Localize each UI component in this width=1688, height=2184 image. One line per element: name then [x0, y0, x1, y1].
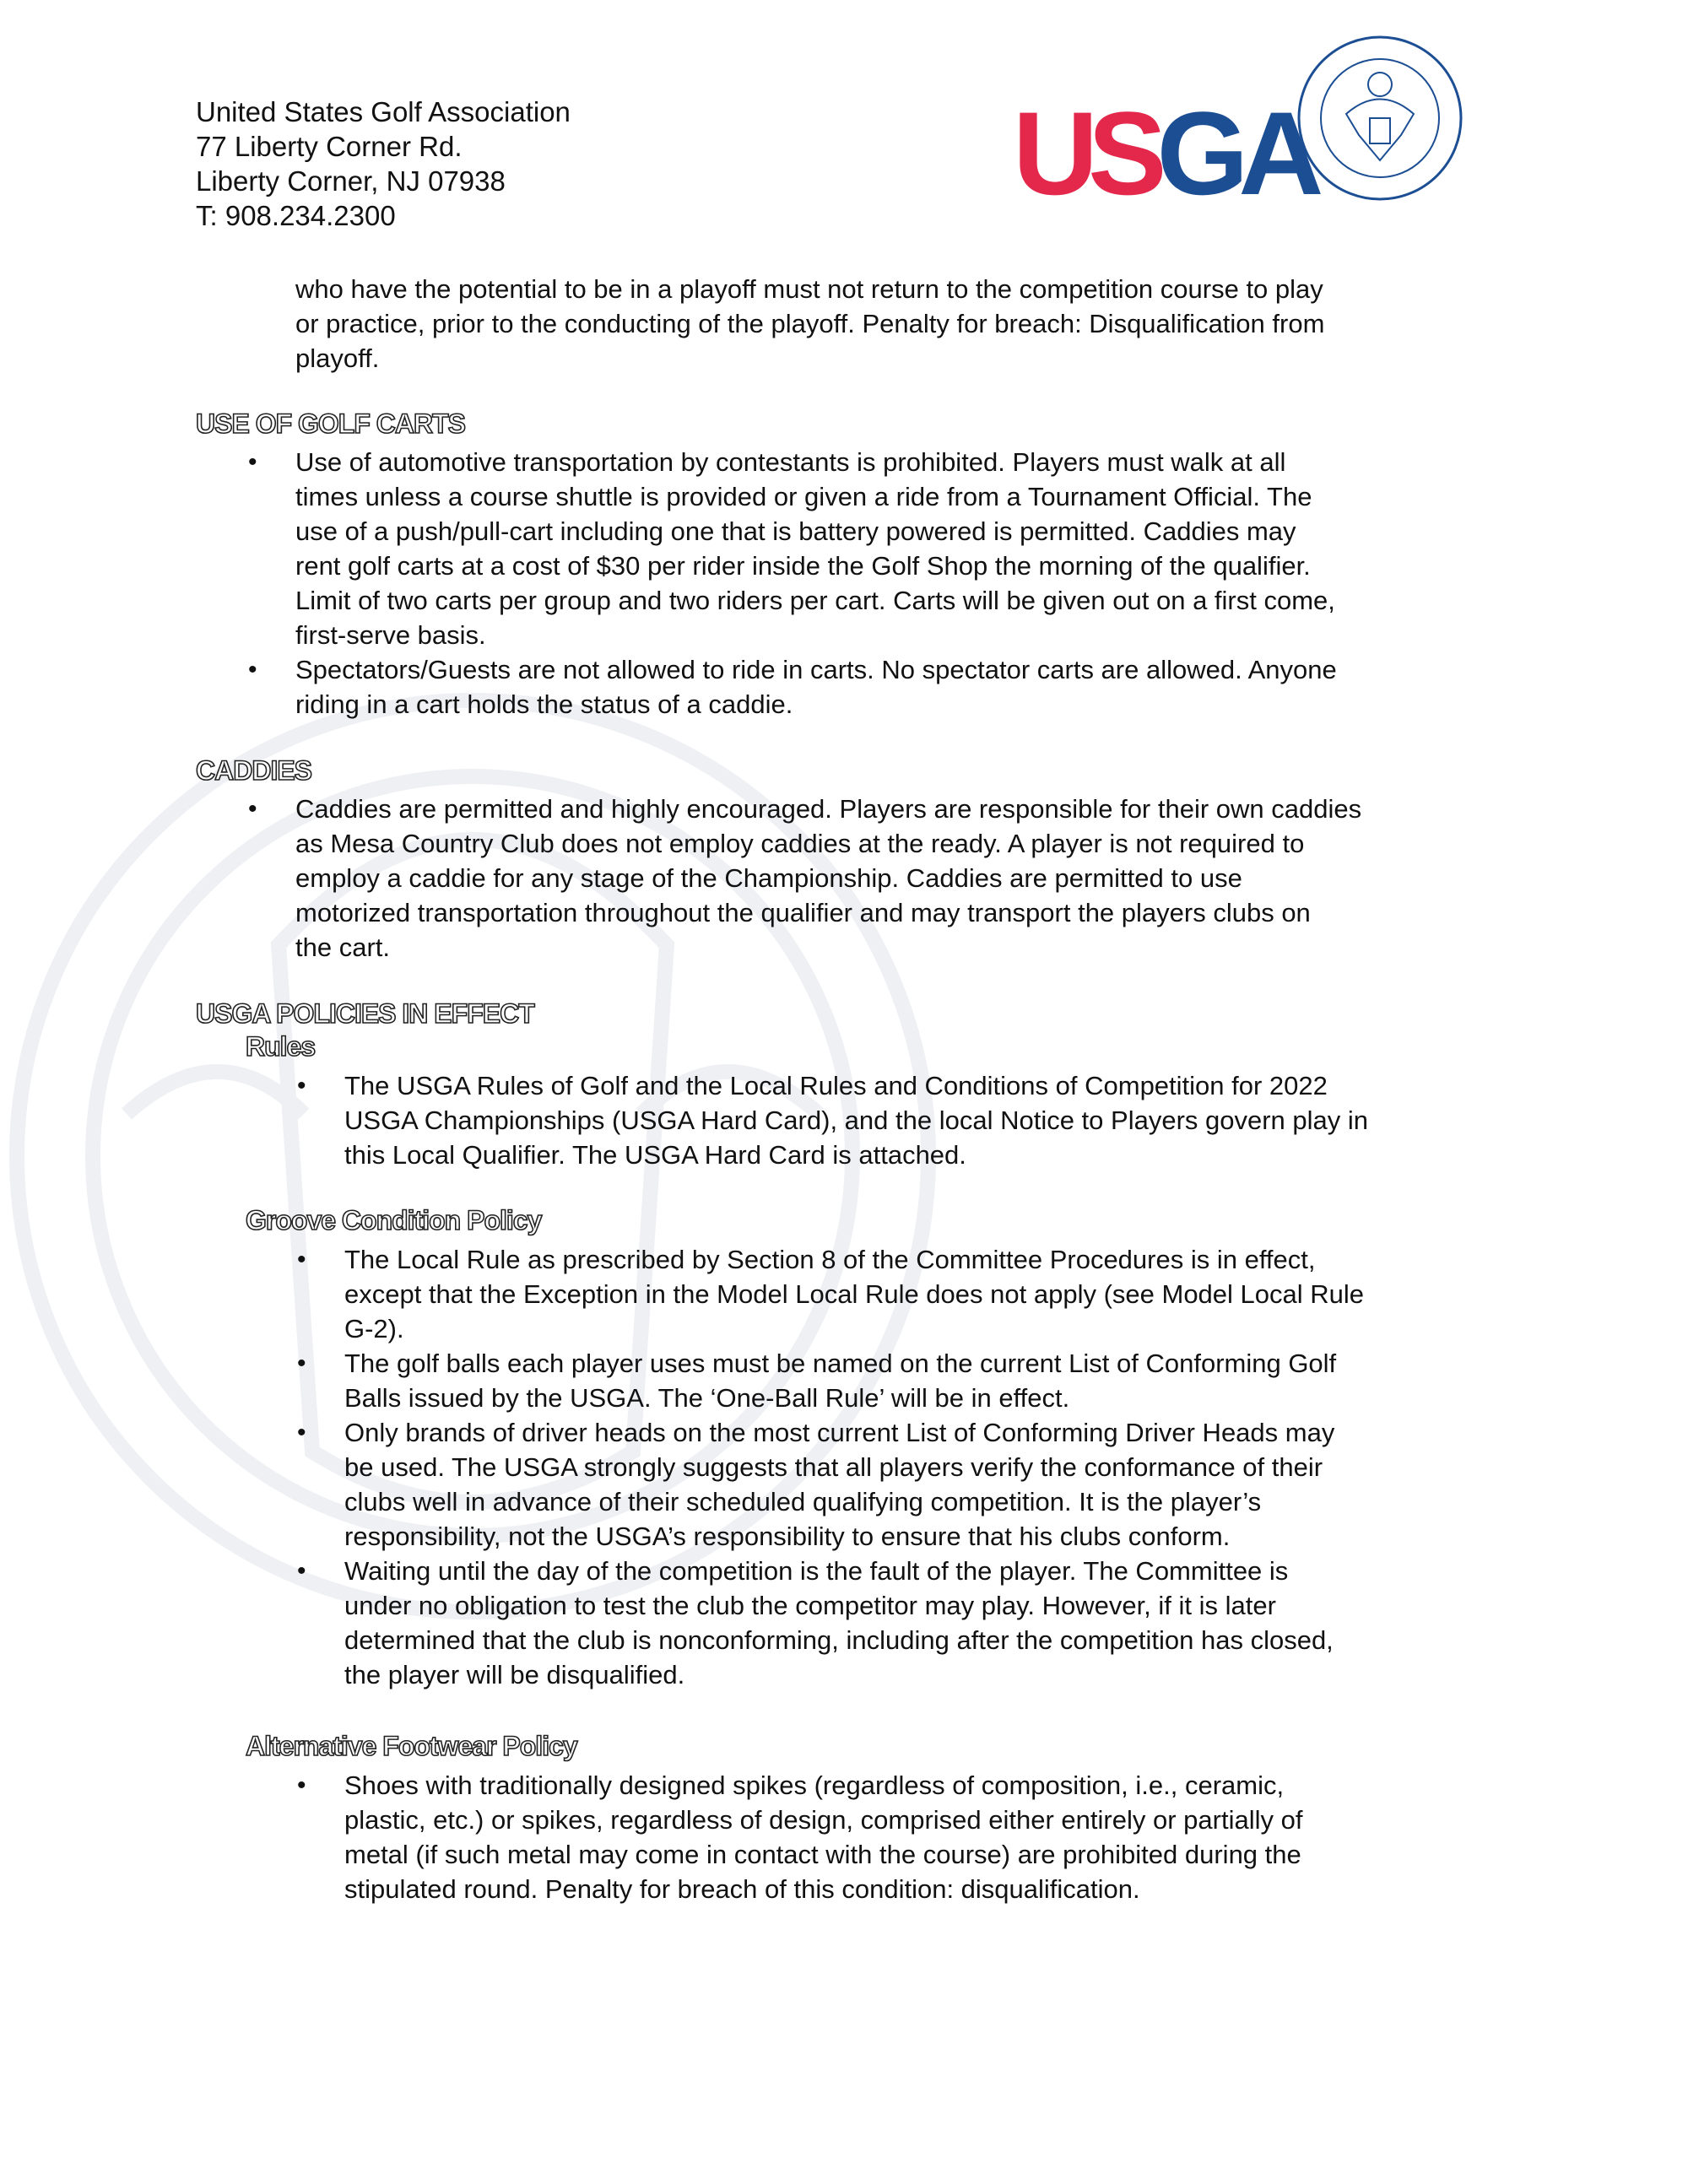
text-line: metal (if such metal may come in contact with the course) are prohibited during the	[344, 1840, 1301, 1869]
text-line: Spectators/Guests are not allowed to ride in carts. No spectator carts are allowed. Anyone	[295, 655, 1337, 684]
intro-paragraph	[295, 272, 1485, 376]
text-line: the cart.	[295, 933, 390, 962]
subheading-rules: Rules	[246, 1031, 316, 1062]
text-line: Limit of two carts per group and two riders per cart. Carts will be given out on a first come,	[295, 586, 1335, 615]
caddies-list	[248, 792, 1485, 965]
letterhead-address	[196, 95, 871, 233]
list-item	[297, 1242, 1485, 1346]
list-item	[248, 652, 1485, 722]
text-line: Caddies are permitted and highly encouraged. Players are responsible for their own caddies	[295, 794, 1362, 824]
text-line: Only brands of driver heads on the most current List of Conforming Driver Heads may	[344, 1418, 1335, 1447]
text-line: times unless a course shuttle is provided or given a ride from a Tournament Official. The	[295, 482, 1312, 511]
bullet-icon: •	[248, 795, 257, 823]
text-line: rent golf carts at a cost of $30 per rider inside the Golf Shop the morning of the qualifier.	[295, 551, 1311, 581]
text-line: The Local Rule as prescribed by Section 8 of the Committee Procedures is in effect,	[344, 1245, 1316, 1274]
text-line: this Local Qualifier. The USGA Hard Card is attached.	[344, 1140, 966, 1170]
rules-list	[297, 1068, 1485, 1172]
text-line: clubs well in advance of their scheduled qualifying competition. It is the player’s	[344, 1487, 1262, 1516]
text-line: Waiting until the day of the competition is the fault of the player. The Committee is	[344, 1556, 1289, 1586]
text-line: stipulated round. Penalty for breach of this condition: disqualification.	[344, 1874, 1140, 1904]
usga-logo	[1013, 34, 1469, 219]
text-line: except that the Exception in the Model Local Rule does not apply (see Model Local Rule	[344, 1279, 1365, 1309]
usga-wordmark-us: US	[1013, 87, 1157, 219]
footwear-list	[297, 1768, 1485, 1906]
usga-wordmark-ga: GA	[1156, 87, 1314, 219]
usga-wordmark	[1013, 87, 1314, 219]
bullet-icon: •	[297, 1246, 306, 1273]
text-line: USGA Championships (USGA Hard Card), and the local Notice to Players govern play in	[344, 1106, 1369, 1135]
text-line: playoff.	[295, 343, 380, 373]
text-line: riding in a cart holds the status of a caddie.	[295, 689, 793, 719]
list-item	[297, 1415, 1485, 1554]
list-item	[248, 792, 1485, 965]
text-line: the player will be disqualified.	[344, 1660, 685, 1689]
bullet-icon: •	[297, 1349, 306, 1377]
text-line: The golf balls each player uses must be named on the current List of Conforming Golf	[344, 1349, 1337, 1378]
heading-golf-carts: USE OF GOLF CARTS	[196, 408, 465, 439]
groove-list	[297, 1242, 1485, 1692]
list-item	[297, 1554, 1485, 1692]
text-line: G-2).	[344, 1314, 404, 1343]
subheading-groove-condition: Groove Condition Policy	[246, 1205, 542, 1235]
golf-carts-list	[248, 445, 1485, 722]
text-line: use of a push/pull-cart including one that is battery powered is permitted. Caddies may	[295, 516, 1296, 546]
text-line: The USGA Rules of Golf and the Local Rules and Conditions of Competition for 2022	[344, 1071, 1328, 1100]
text-line: be used. The USGA strongly suggests that all players verify the conformance of their	[344, 1452, 1323, 1482]
text-line: who have the potential to be in a playoff must not return to the competition course to play	[295, 274, 1323, 304]
bullet-icon: •	[297, 1072, 306, 1100]
text-line: motorized transportation throughout the qualifier and may transport the players clubs on	[295, 898, 1311, 927]
heading-usga-policies: USGA POLICIES IN EFFECT	[196, 998, 534, 1029]
bullet-icon: •	[297, 1557, 306, 1585]
list-item	[297, 1068, 1485, 1172]
list-item	[297, 1768, 1485, 1906]
list-item	[297, 1346, 1485, 1415]
subheading-alternative-footwear: Alternative Footwear Policy	[246, 1731, 577, 1761]
usga-seal-icon	[1296, 34, 1464, 203]
list-item	[248, 445, 1485, 652]
text-line: as Mesa Country Club does not employ caddies at the ready. A player is not required to	[295, 829, 1305, 858]
bullet-icon: •	[297, 1419, 306, 1446]
address-line: United States Golf Association	[196, 96, 571, 127]
text-line: Balls issued by the USGA. The ‘One-Ball Rule’ will be in effect.	[344, 1383, 1070, 1413]
text-line: plastic, etc.) or spikes, regardless of design, comprised either entirely or partially of	[344, 1805, 1303, 1835]
text-line: determined that the club is nonconforming, including after the competition has closed,	[344, 1625, 1334, 1655]
address-line: 77 Liberty Corner Rd.	[196, 131, 463, 162]
heading-caddies: CADDIES	[196, 755, 312, 786]
text-line: Shoes with traditionally designed spikes (regardless of composition, i.e., ceramic,	[344, 1770, 1285, 1800]
address-line: T: 908.234.2300	[196, 200, 396, 231]
text-line: responsibility, not the USGA’s responsibility to ensure that his clubs conform.	[344, 1522, 1231, 1551]
text-line: Use of automotive transportation by contestants is prohibited. Players must walk at all	[295, 447, 1286, 477]
text-line: employ a caddie for any stage of the Championship. Caddies are permitted to use	[295, 863, 1242, 893]
bullet-icon: •	[248, 448, 257, 476]
bullet-icon: •	[248, 656, 257, 684]
text-line: or practice, prior to the conducting of the playoff. Penalty for breach: Disqualification from	[295, 309, 1325, 338]
text-line: under no obligation to test the club the competitor may play. However, if it is later	[344, 1591, 1276, 1620]
address-line: Liberty Corner, NJ 07938	[196, 165, 506, 197]
bullet-icon: •	[297, 1771, 306, 1799]
text-line: first-serve basis.	[295, 620, 486, 650]
